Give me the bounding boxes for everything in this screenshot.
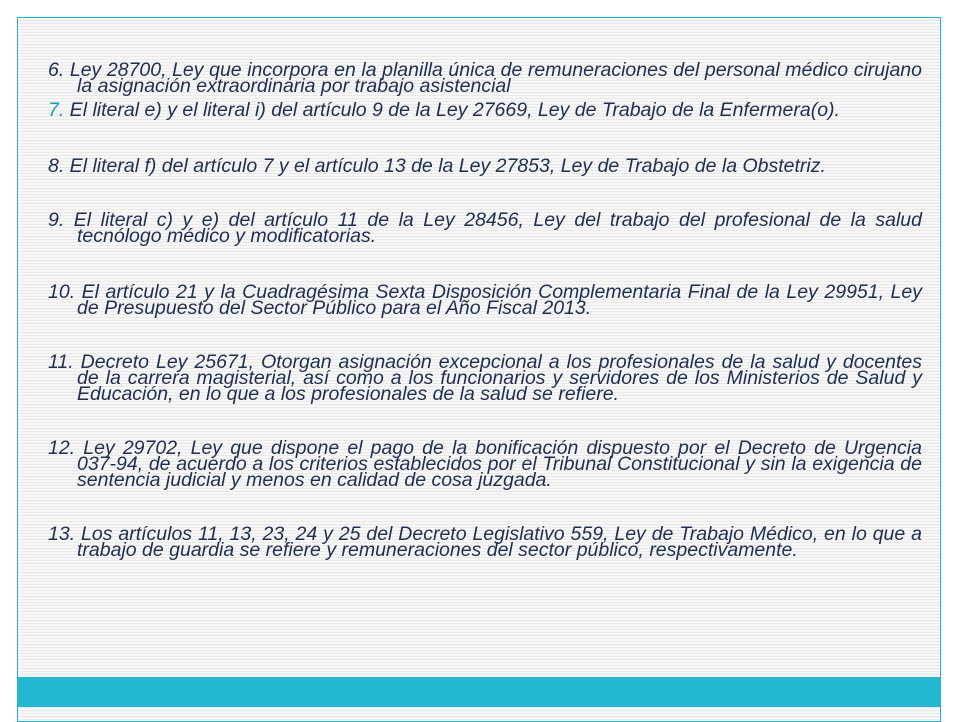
list-item-11 — [48, 351, 922, 405]
list-item-10 — [48, 281, 922, 319]
item-number: 7. — [48, 99, 65, 121]
item-number: 8. — [48, 155, 65, 177]
list-item-12 — [48, 437, 922, 491]
slide-frame — [17, 17, 941, 722]
bottom-accent-band — [18, 677, 940, 707]
list-item-9 — [48, 209, 922, 247]
item-text: Los artículos 11, 13, 23, 24 y 25 del Decreto Legislativo 559, Ley de Trabajo Médico, en lo que a trabajo de guardia se refiere y remuneraciones del sector público, respectivamente. — [75, 523, 922, 561]
list-item-6 — [48, 59, 922, 97]
list-item-7 — [48, 99, 922, 121]
item-text: Ley 29702, Ley que dispone el pago de la bonificación dispuesto por el Decreto de Urgencia 037-94, de acuerdo a los criterios establecidos por el Tribunal Constitucional y sin la exigencia de sentencia judicial y menos en calidad de cosa juzgada. — [75, 437, 922, 491]
item-text: El artículo 21 y la Cuadragésima Sexta Disposición Complementaria Final de la Ley 29951, Ley de Presupuesto del Sector Público para el Año Fiscal 2013. — [75, 281, 922, 319]
law-list — [48, 59, 922, 561]
list-item-8 — [48, 155, 922, 177]
item-text: El literal c) y e) del artículo 11 de la Ley 28456, Ley del trabajo del profesional de la salud tecnólogo médico y modificatorias. — [64, 209, 922, 247]
item-number: 6. — [48, 59, 65, 81]
item-number: 13. — [48, 523, 76, 545]
item-number: 12. — [48, 437, 76, 459]
item-text: Ley 28700, Ley que incorpora en la planilla única de remuneraciones del personal médico cirujano la asignación extraordinaria por trabajo asistencial — [64, 59, 922, 97]
item-text: El literal f) del artículo 7 y el artículo 13 de la Ley 27853, Ley de Trabajo de la Obstetriz. — [64, 155, 826, 177]
item-number: 9. — [48, 209, 65, 231]
item-number: 10. — [48, 281, 76, 303]
item-number: 11. — [48, 351, 74, 373]
list-item-13 — [48, 523, 922, 561]
item-text: El literal e) y el literal i) del artículo 9 de la Ley 27669, Ley de Trabajo de la Enfermera(o). — [64, 99, 840, 121]
item-text: Decreto Ley 25671, Otorgan asignación excepcional a los profesionales de la salud y docentes de la carrera magisterial, así como a los funcionarios y servidores de los Ministerios de Salud y Educación, en lo que a los profesionales de la salud se refiere. — [73, 351, 922, 405]
